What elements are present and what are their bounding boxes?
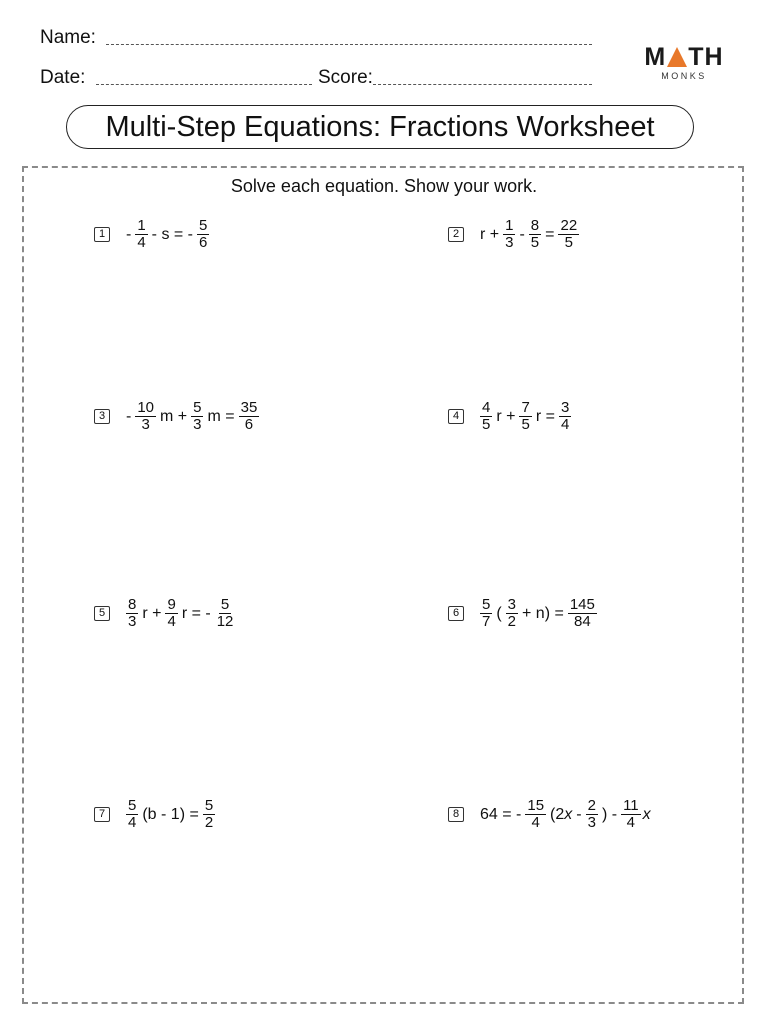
numerator: 5 [193, 399, 202, 416]
numerator: 5 [128, 797, 137, 814]
logo-triangle-icon [667, 47, 687, 67]
fraction [558, 218, 579, 251]
denominator: 4 [137, 234, 146, 251]
variable: x [564, 805, 573, 823]
numerator: 5 [204, 797, 214, 814]
term: m = [207, 407, 235, 425]
fraction [568, 597, 597, 630]
name-label: Name: [40, 27, 96, 48]
denominator: 4 [531, 814, 540, 831]
fraction [480, 400, 492, 433]
denominator: 5 [564, 234, 573, 251]
fraction [191, 400, 203, 433]
fraction [586, 798, 598, 831]
numerator: 3 [560, 399, 570, 416]
problem-number: 3 [94, 409, 110, 424]
term: - [126, 407, 132, 425]
problem-number: 8 [448, 807, 464, 822]
term: (b - 1) = [142, 805, 199, 823]
problem-number: 2 [448, 227, 464, 242]
denominator: 2 [204, 814, 214, 831]
problem-number: 1 [94, 227, 110, 242]
denominator: 3 [587, 814, 596, 831]
fraction [135, 400, 156, 433]
numerator: 11 [623, 797, 639, 814]
denominator: 2 [507, 613, 517, 630]
fraction [506, 597, 518, 630]
term: r = [535, 407, 555, 425]
fraction [215, 597, 236, 630]
fraction [203, 798, 215, 831]
worksheet-title [66, 105, 694, 149]
fraction [126, 798, 138, 831]
numerator: 1 [505, 217, 514, 234]
numerator: 5 [482, 596, 491, 613]
problem-6 [448, 597, 599, 630]
fraction [126, 597, 138, 630]
problem-number: 6 [448, 606, 464, 621]
fraction [559, 400, 571, 433]
numerator: 145 [569, 596, 595, 613]
denominator: 7 [482, 613, 491, 630]
fraction [197, 218, 209, 251]
fraction [529, 218, 541, 251]
term: ( [496, 604, 502, 622]
numerator: 4 [482, 399, 491, 416]
numerator: 15 [527, 797, 545, 814]
problem-1 [94, 218, 211, 251]
fraction [519, 400, 531, 433]
fraction [480, 597, 492, 630]
denominator: 3 [141, 416, 150, 433]
term: = [545, 225, 555, 243]
problem-3 [94, 400, 261, 433]
denominator: 4 [128, 814, 137, 831]
score-line[interactable] [373, 84, 592, 85]
denominator: 5 [482, 416, 491, 433]
logo-text-end: TH [688, 43, 724, 71]
date-line[interactable] [96, 84, 312, 85]
logo-subtitle: MONKS [661, 71, 707, 81]
problem-number: 7 [94, 807, 110, 822]
denominator: 6 [199, 234, 208, 251]
denominator: 3 [193, 416, 202, 433]
numerator: 9 [167, 596, 176, 613]
term: m + [160, 407, 188, 425]
term: 64 = - [480, 805, 522, 823]
numerator: 1 [137, 217, 146, 234]
math-monks-logo [644, 43, 724, 81]
term: - [576, 805, 582, 823]
numerator: 2 [587, 797, 596, 814]
fraction [165, 597, 177, 630]
term: - s = - [151, 225, 194, 243]
term: r + [142, 604, 162, 622]
denominator: 3 [128, 613, 137, 630]
term: ) - [601, 805, 618, 823]
numerator: 8 [128, 596, 137, 613]
denominator: 5 [521, 416, 530, 433]
variable: x [642, 805, 651, 823]
denominator: 84 [574, 613, 591, 630]
denominator: 12 [216, 613, 234, 630]
fraction [503, 218, 515, 251]
problem-number: 4 [448, 409, 464, 424]
numerator: 10 [137, 399, 155, 416]
numerator: 3 [507, 596, 517, 613]
logo-wordmark [644, 43, 724, 71]
denominator: 4 [626, 814, 636, 831]
score-label: Score: [318, 67, 373, 88]
fraction [135, 218, 147, 251]
numerator: 5 [199, 217, 208, 234]
fraction [621, 798, 641, 831]
problem-number: 5 [94, 606, 110, 621]
name-line[interactable] [106, 44, 592, 45]
fraction [239, 400, 260, 433]
numerator: 8 [530, 217, 540, 234]
numerator: 5 [220, 596, 230, 613]
term: r + [496, 407, 516, 425]
logo-text-start: M [644, 43, 667, 71]
denominator: 5 [530, 234, 540, 251]
problem-8 [448, 798, 653, 831]
term: (2 [550, 805, 565, 823]
denominator: 4 [560, 416, 570, 433]
denominator: 3 [505, 234, 514, 251]
term: r = - [181, 604, 211, 622]
problem-7 [94, 798, 217, 831]
problem-2 [448, 218, 581, 251]
numerator: 22 [560, 217, 578, 234]
denominator: 6 [244, 416, 254, 433]
work-area [22, 166, 744, 1004]
denominator: 4 [167, 613, 176, 630]
numerator: 7 [521, 399, 530, 416]
term: r + [480, 225, 500, 243]
term: - [519, 225, 525, 243]
numerator: 35 [240, 399, 258, 416]
fraction [525, 798, 546, 831]
worksheet-title-text: Multi-Step Equations: Fractions Worksheet [105, 110, 655, 143]
term: - [126, 225, 132, 243]
problem-5 [94, 597, 237, 630]
instructions: Solve each equation. Show your work. [230, 176, 538, 196]
date-label: Date: [40, 67, 86, 88]
term: + n) = [522, 604, 564, 622]
problem-4 [448, 400, 573, 433]
